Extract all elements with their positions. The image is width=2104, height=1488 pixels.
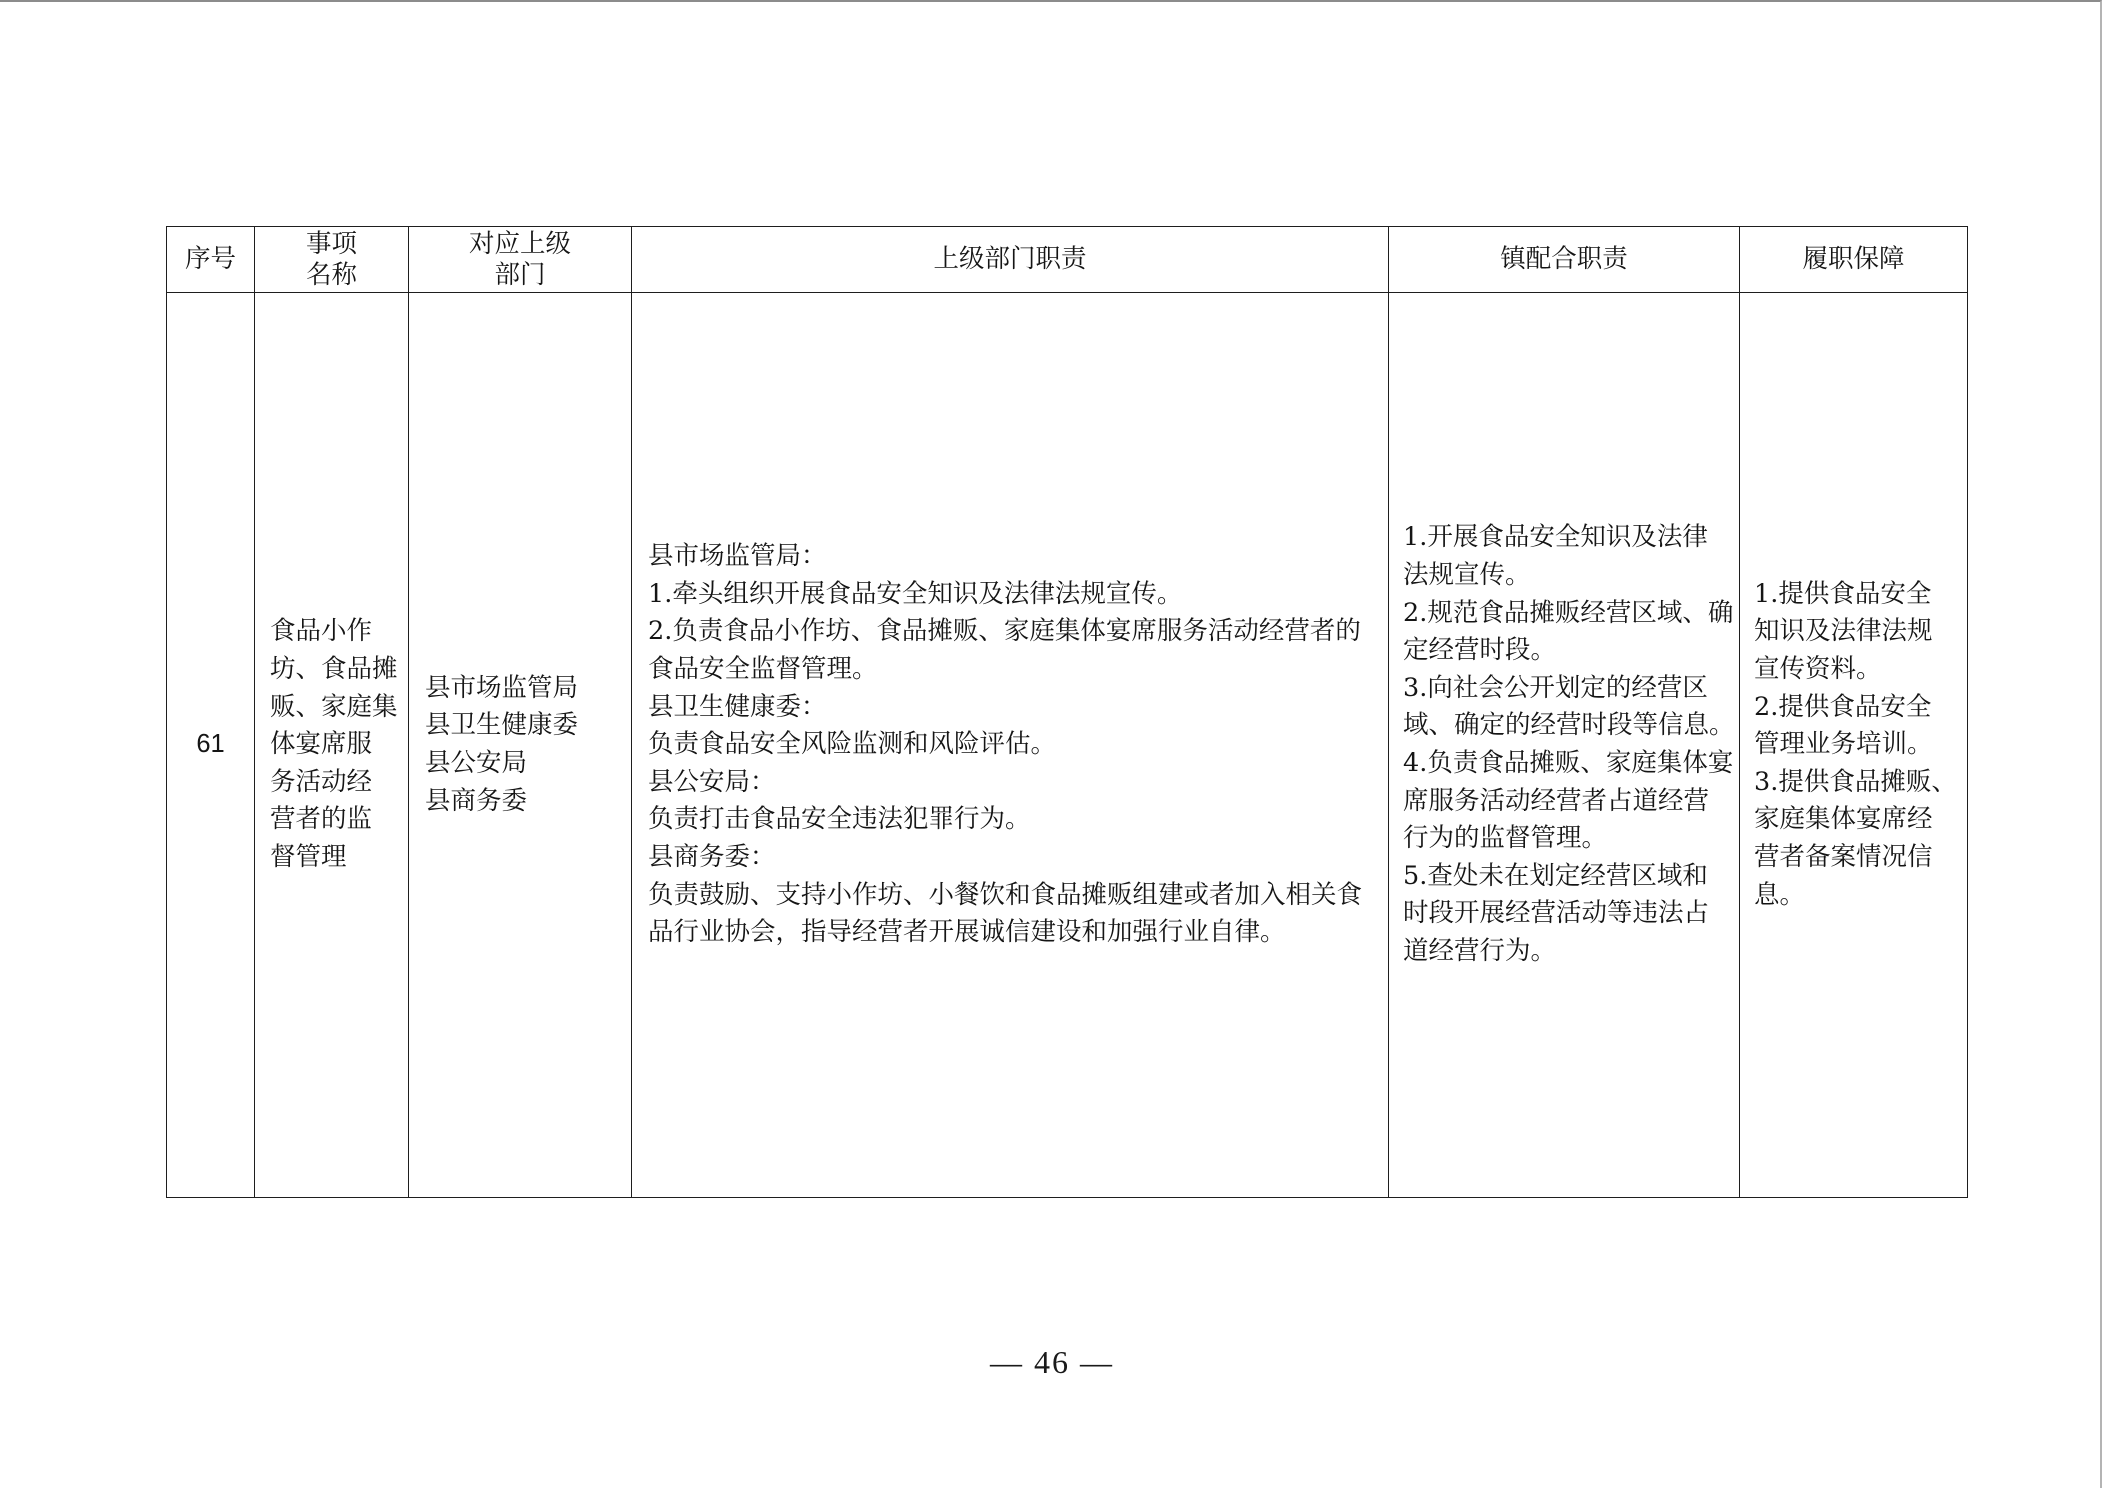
superior-duty-line: 2.负责食品小作坊、食品摊贩、家庭集体宴席服务活动经营者的 [648, 616, 1361, 647]
table-row [167, 293, 1968, 1198]
cell-guarantee [1740, 293, 1968, 1198]
guarantee-line: 1.提供食品安全 [1754, 578, 1932, 609]
town-duty-line: 3.向社会公开划定的经营区 [1403, 672, 1708, 703]
superior-duty-line: 负责鼓励、支持小作坊、小餐饮和食品摊贩组建或者加入相关食 [648, 879, 1363, 910]
item-name-line: 营者的监 [270, 804, 373, 835]
header-cell-index [167, 227, 255, 293]
header-label-line: 名称 [305, 259, 357, 290]
department-line: 县卫生健康委 [425, 710, 579, 741]
header-row [167, 227, 1968, 293]
cell-item-name [255, 293, 409, 1198]
row-index-number: 61 [196, 730, 225, 759]
guarantee-line: 家庭集体宴席经 [1754, 804, 1933, 835]
superior-duty-line: 1.牵头组织开展食品安全知识及法律法规宣传。 [648, 578, 1183, 609]
guarantee-line: 2.提供食品安全 [1754, 691, 1932, 722]
header-label-line: 上级部门职责 [933, 244, 1087, 274]
superior-duty-line: 县商务委： [648, 841, 776, 872]
town-duty-line: 4.负责食品摊贩、家庭集体宴 [1403, 748, 1734, 778]
cell-town-duties [1389, 293, 1740, 1198]
item-name-line: 督管理 [270, 841, 347, 872]
cell-superior-duties [632, 293, 1389, 1198]
table-body [167, 293, 1968, 1198]
header-cell-guarantee [1740, 227, 1968, 293]
department-line: 县商务委 [425, 785, 528, 816]
town-duty-line: 时段开展经营活动等违法占 [1403, 898, 1710, 929]
guarantee-line: 息。 [1754, 879, 1806, 910]
guarantee-line: 宣传资料。 [1754, 654, 1882, 685]
superior-duty-line: 县公安局： [648, 766, 776, 797]
item-name-line: 食品小作 [270, 616, 373, 647]
superior-duty-line: 负责打击食品安全违法犯罪行为。 [648, 804, 1031, 835]
header-cell-superior-duties [632, 227, 1389, 293]
header-label-line: 镇配合职责 [1500, 244, 1628, 274]
header-label-line: 序号 [184, 244, 236, 274]
responsibility-table [166, 226, 1968, 1198]
item-name-line: 体宴席服 [270, 729, 373, 760]
header-cell-superior-department [409, 227, 632, 293]
item-name-line: 贩、家庭集 [270, 691, 398, 722]
cell-index [167, 293, 255, 1198]
item-name-line: 坊、食品摊 [270, 654, 398, 685]
town-duty-line: 5.查处未在划定经营区域和 [1403, 860, 1708, 891]
guarantee-line: 知识及法律法规 [1754, 616, 1933, 647]
header-label-line: 履职保障 [1802, 244, 1905, 274]
department-line: 县市场监管局 [425, 672, 579, 703]
guarantee-line: 3.提供食品摊贩、 [1754, 766, 1957, 797]
superior-duty-line: 品行业协会，指导经营者开展诚信建设和加强行业自律。 [648, 917, 1286, 948]
superior-duty-line: 县卫生健康委： [648, 691, 827, 722]
town-duty-line: 定经营时段。 [1403, 635, 1557, 666]
page-number: — 46 — [990, 1344, 1114, 1380]
guarantee-line: 营者备案情况信 [1754, 841, 1933, 872]
header-label-line: 部门 [494, 259, 546, 290]
header-cell-town-duties [1389, 227, 1740, 293]
header-label-line: 事项 [305, 228, 357, 259]
town-duty-line: 法规宣传。 [1403, 560, 1531, 591]
town-duty-line: 席服务活动经营者占道经营 [1403, 785, 1710, 816]
superior-duty-line: 负责食品安全风险监测和风险评估。 [648, 729, 1057, 760]
town-duty-line: 道经营行为。 [1403, 935, 1557, 966]
town-duty-line: 1.开展食品安全知识及法律 [1403, 522, 1708, 553]
superior-duty-line: 食品安全监督管理。 [648, 654, 878, 685]
town-duty-line: 域、确定的经营时段等信息。 [1403, 710, 1735, 741]
header-label-line: 对应上级 [468, 228, 571, 259]
guarantee-line: 管理业务培训。 [1754, 729, 1933, 760]
cell-superior-department [409, 293, 632, 1198]
department-line: 县公安局 [425, 748, 528, 778]
table-header [167, 227, 1968, 293]
header-cell-item-name [255, 227, 409, 293]
town-duty-line: 2.规范食品摊贩经营区域、确 [1403, 597, 1734, 628]
superior-duty-line: 县市场监管局： [648, 541, 827, 572]
item-name-line: 务活动经 [270, 766, 373, 797]
town-duty-line: 行为的监督管理。 [1403, 823, 1608, 854]
